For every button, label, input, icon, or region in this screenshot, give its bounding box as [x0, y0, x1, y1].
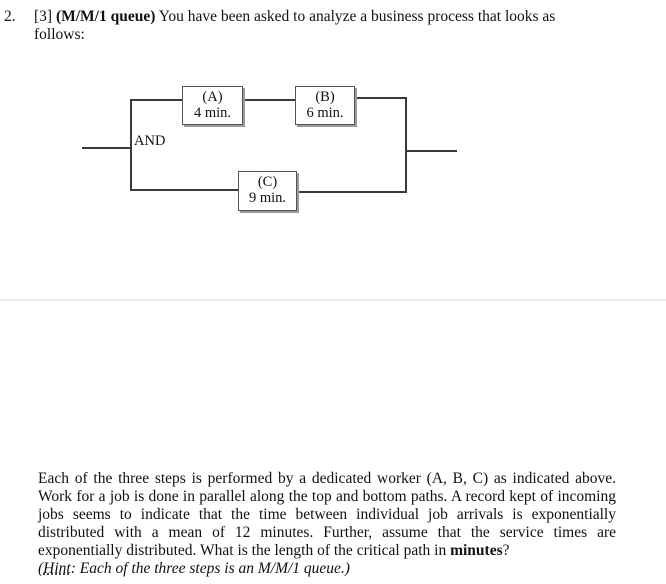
body-emphasis: minutes	[450, 542, 503, 559]
question-topic: (M/M/1 queue)	[55, 8, 156, 25]
bottom-path-line-end	[297, 191, 407, 193]
and-split-bar	[130, 99, 132, 191]
question-intro: You have been asked to analyze a business process that looks as	[158, 8, 556, 25]
question-body	[38, 470, 616, 578]
hint-text: : Each of the three steps is an M/M/1 queue.)	[70, 560, 350, 577]
top-path-line-a-to-b	[243, 99, 295, 101]
step-a-duration: 4 min.	[193, 105, 232, 121]
top-path-line-start	[130, 99, 182, 101]
step-c-box	[238, 171, 297, 211]
question-number: 2.	[4, 8, 16, 25]
hint-word: Hint	[43, 560, 71, 577]
question-points: [3]	[34, 8, 53, 25]
input-line	[82, 147, 131, 149]
body-text: Each of the three steps is performed by a dedicated worker (A, B, C) as indicated above. Work for a job is done in parallel along the top and bottom paths. A record kept of incoming jobs seems to indicate that the time between individual job arrivals is exponentially distributed with a mean of 12 minutes. Further, assume that the service times are exponentially distributed. What is the length of the critical path in	[38, 470, 616, 559]
step-b-duration: 6 min.	[306, 105, 344, 121]
and-join-bar	[405, 97, 407, 193]
question-intro-continued: follows:	[34, 26, 85, 43]
step-c-duration: 9 min.	[248, 190, 287, 206]
step-b-box	[295, 86, 355, 125]
step-a-box	[182, 86, 243, 125]
body-text-end: ?	[502, 542, 510, 559]
step-c-label: (C)	[257, 174, 278, 190]
hint-open: (	[38, 560, 44, 577]
top-path-line-end	[355, 97, 407, 99]
section-divider	[0, 299, 666, 301]
hint	[38, 560, 350, 577]
step-b-label: (B)	[315, 89, 335, 105]
output-line	[405, 150, 457, 152]
step-a-label: (A)	[202, 89, 223, 105]
and-split-label: AND	[134, 133, 166, 149]
bottom-path-line-start	[130, 189, 238, 191]
